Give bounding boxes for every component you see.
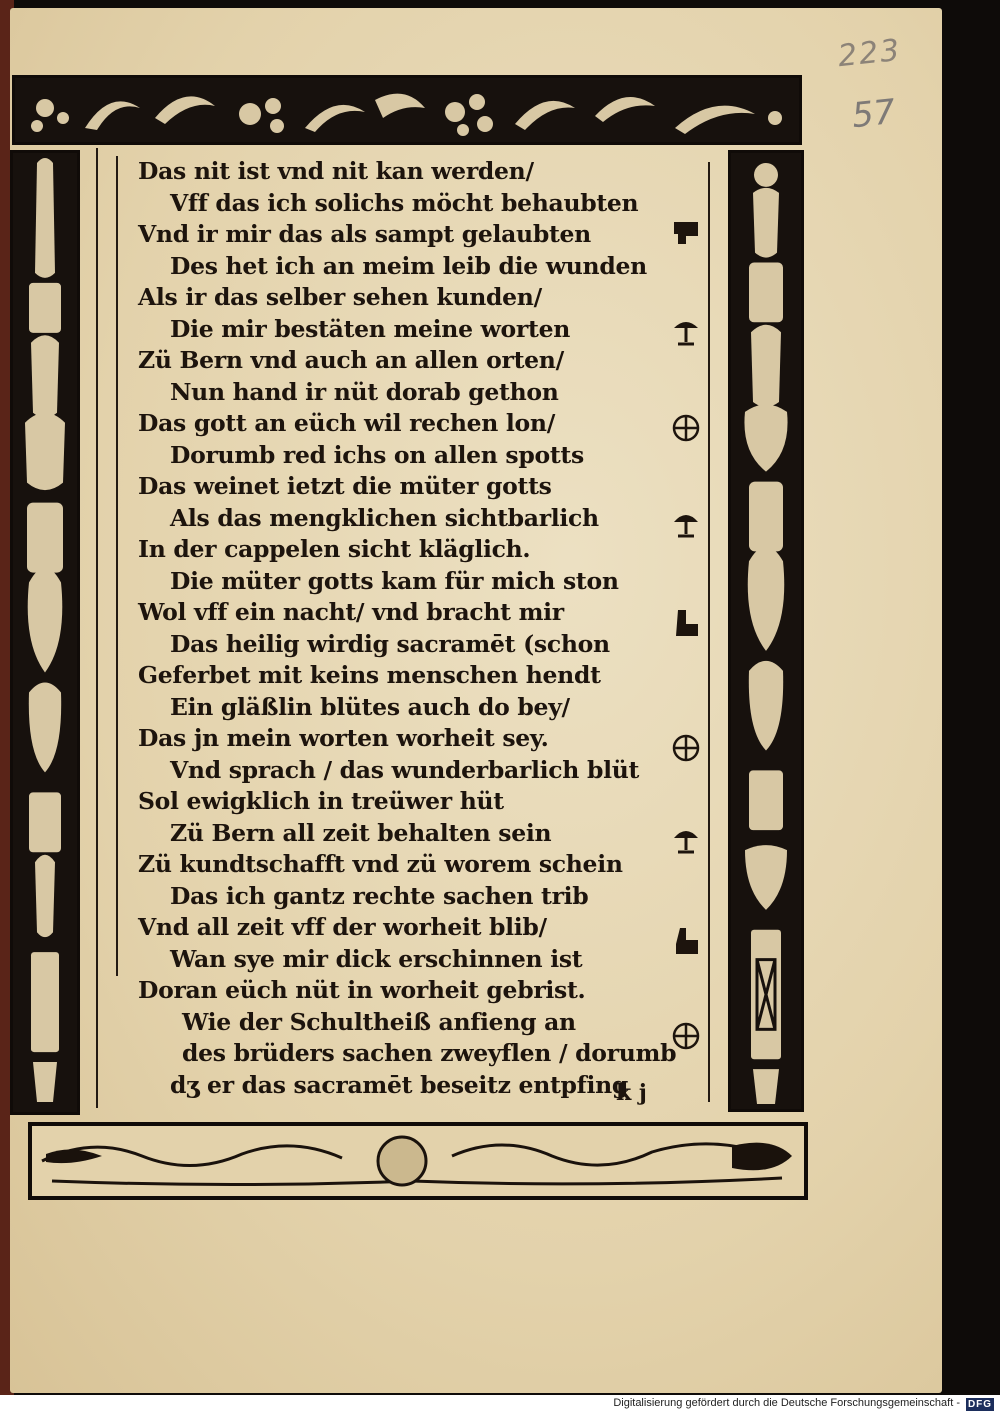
pencil-folio-number: 223 — [836, 32, 903, 75]
poem-line: Als das mengklichen sichtbarlich — [170, 503, 599, 532]
digitization-credit: Digitalisierung gefördert durch die Deutsche Forschungsgemeinschaft - — [613, 1397, 960, 1409]
dfg-logo: DFG — [967, 1399, 993, 1410]
woodcut-border-left — [10, 150, 80, 1115]
poem-line: Das ich gantz rechte sachen trib — [170, 881, 589, 910]
poem-line: Sol ewigklich in treüwer hüt — [138, 787, 504, 815]
poem-line: Vnd sprach / das wunderbarlich blüt — [170, 755, 640, 784]
poem-line: Vnd all zeit vff der worheit blib/ — [138, 913, 547, 941]
poem-line: Das weinet ietzt die müter gotts — [138, 472, 552, 500]
poem-line: Nun hand ir nüt dorab gethon — [170, 377, 559, 406]
poem-line: Vff das ich solichs möcht behaubten — [170, 188, 639, 217]
poem-line: Das nit ist vnd nit kan werden/ — [138, 157, 534, 185]
woodcut-border-right — [728, 150, 804, 1112]
poem-line: Das gott an eüch wil rechen lon/ — [138, 409, 556, 437]
poem-line: Die müter gotts kam für mich ston — [170, 566, 619, 595]
poem-line: Vnd ir mir das als sampt gelaubten — [138, 220, 591, 248]
vertical-rule — [116, 156, 118, 976]
poem-line: Geferbet mit keins menschen hendt — [138, 661, 601, 689]
poem-text — [138, 156, 678, 1101]
woodcut-border-top — [12, 75, 802, 145]
poem-line: Zü Bern vnd auch an allen orten/ — [138, 346, 564, 374]
poem-line: Des het ich an meim leib die wunden — [170, 251, 647, 280]
poem-line: Als ir das selber sehen kunden/ — [138, 283, 542, 311]
poem-line: Dorumb red ichs on allen spotts — [170, 440, 584, 469]
vertical-rule — [96, 148, 98, 1108]
poem-line: Doran eüch nüt in worheit gebrist. — [138, 976, 586, 1004]
page-number: 57 — [850, 91, 898, 137]
section-heading-line: des brüders sachen zweyflen / dorumb — [182, 1039, 677, 1067]
poem-line: Wan sye mir dick erschinnen ist — [170, 944, 583, 973]
poem-line: Das heilig wirdig sacramēt (schon — [170, 629, 610, 658]
signature-mark: k j — [616, 1080, 647, 1106]
poem-line: In der cappelen sicht kläglich. — [138, 535, 531, 563]
poem-line: Ein gläßlin blütes auch do bey/ — [170, 692, 570, 721]
poem-line: Das jn mein worten worheit sey. — [138, 724, 549, 752]
poem-line: Zü Bern all zeit behalten sein — [170, 818, 552, 847]
poem-line: Zü kundtschafft vnd zü worem schein — [138, 850, 623, 878]
poem-line: Wol vff ein nacht/ vnd bracht mir — [138, 598, 564, 626]
poem-line: Die mir bestäten meine worten — [170, 314, 571, 343]
section-heading-line: Wie der Schultheiß anfieng an — [182, 1007, 576, 1036]
section-heading-line: dʒ er das sacramēt beseitz entpfing — [170, 1070, 629, 1099]
woodcut-border-bottom — [28, 1122, 808, 1200]
